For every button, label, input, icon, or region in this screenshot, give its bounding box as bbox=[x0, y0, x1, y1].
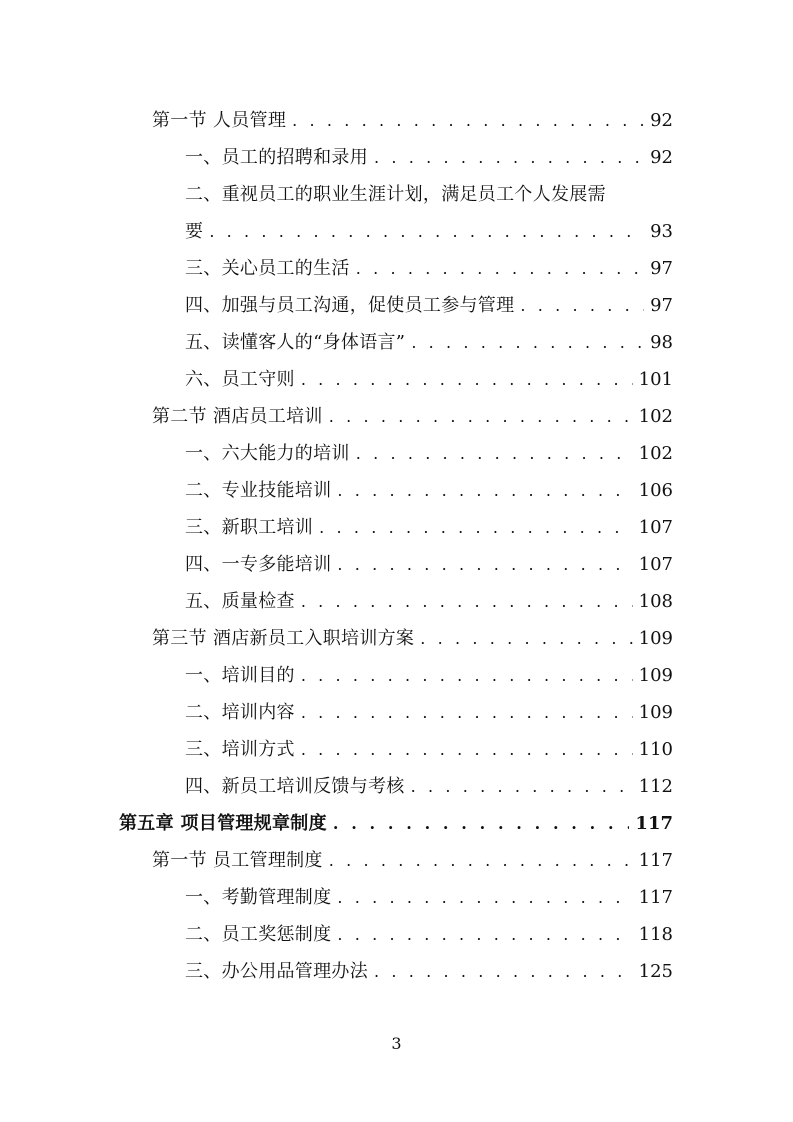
toc-entry-page: 102 bbox=[638, 406, 673, 427]
toc-entry-title: 要 bbox=[185, 221, 204, 242]
toc-entry-item[interactable] bbox=[185, 250, 673, 287]
toc-dot-leader bbox=[420, 620, 632, 657]
toc-entry-title: 三、培训方式 bbox=[185, 739, 295, 760]
toc-entry-section[interactable] bbox=[152, 620, 673, 657]
toc-entry-title: 三、关心员工的生活 bbox=[185, 258, 350, 279]
toc-dot-leader bbox=[301, 657, 633, 694]
toc-entry-title: 四、新员工培训反馈与考核 bbox=[185, 776, 405, 797]
toc-dot-leader bbox=[319, 509, 633, 546]
toc-entry-title: 五、质量检查 bbox=[185, 591, 295, 612]
toc-entry-item[interactable] bbox=[185, 287, 673, 324]
toc-entry-page: 92 bbox=[650, 110, 673, 131]
toc-entry-item[interactable] bbox=[185, 546, 673, 583]
toc-dot-leader bbox=[337, 472, 632, 509]
toc-entry-page: 117 bbox=[638, 850, 673, 871]
toc-dot-leader bbox=[337, 916, 632, 953]
toc-entry-item[interactable] bbox=[185, 583, 673, 620]
toc-entry-title: 第二节 酒店员工培训 bbox=[152, 406, 323, 427]
toc-entry-item[interactable] bbox=[185, 694, 673, 731]
toc-dot-leader bbox=[333, 805, 630, 842]
toc-entry-title: 四、一专多能培训 bbox=[185, 554, 332, 575]
toc-entry-page: 117 bbox=[638, 887, 673, 908]
toc-entry-title: 二、重视员工的职业生涯计划，满足员工个人发展需 bbox=[185, 184, 606, 205]
toc-dot-leader bbox=[337, 879, 632, 916]
toc-dot-leader bbox=[374, 139, 644, 176]
toc-entry-title: 一、培训目的 bbox=[185, 665, 295, 686]
toc-entry-title: 二、员工奖惩制度 bbox=[185, 924, 332, 945]
toc-entry-section[interactable] bbox=[152, 842, 673, 879]
toc-entry-page: 109 bbox=[638, 628, 673, 649]
toc-entry-page: 107 bbox=[638, 554, 673, 575]
toc-dot-leader bbox=[301, 731, 633, 768]
toc-entry-page: 110 bbox=[638, 739, 673, 760]
toc-entry-item[interactable] bbox=[185, 361, 673, 398]
toc-entry-chapter[interactable] bbox=[119, 805, 673, 842]
toc-entry-title: 一、考勤管理制度 bbox=[185, 887, 332, 908]
toc-entry-page: 117 bbox=[635, 813, 673, 834]
toc-entry-title: 第一节 人员管理 bbox=[152, 110, 287, 131]
toc-entry-title: 第五章 项目管理规章制度 bbox=[119, 813, 327, 834]
toc-entry-title: 二、专业技能培训 bbox=[185, 480, 332, 501]
toc-dot-leader bbox=[292, 102, 644, 139]
toc-entry-section[interactable] bbox=[152, 102, 673, 139]
toc-dot-leader bbox=[329, 842, 633, 879]
toc-entry-item[interactable] bbox=[185, 435, 673, 472]
toc-dot-leader bbox=[411, 768, 633, 805]
toc-dot-leader bbox=[337, 546, 632, 583]
toc-entry-item[interactable] bbox=[185, 657, 673, 694]
toc-entry-page: 102 bbox=[638, 443, 673, 464]
toc-dot-leader bbox=[374, 953, 633, 990]
toc-entry-item[interactable] bbox=[185, 509, 673, 546]
toc-entry-item[interactable] bbox=[185, 731, 673, 768]
toc-entry-page: 107 bbox=[638, 517, 673, 538]
page-number: 3 bbox=[391, 1034, 402, 1053]
toc-entry-item[interactable] bbox=[185, 916, 673, 953]
toc-dot-leader bbox=[411, 324, 644, 361]
toc-entry-page: 97 bbox=[650, 295, 673, 316]
toc-entry-item[interactable] bbox=[185, 324, 673, 361]
toc-entry-title: 第三节 酒店新员工入职培训方案 bbox=[152, 628, 415, 649]
toc-entry-item[interactable] bbox=[185, 953, 673, 990]
toc-dot-leader bbox=[520, 287, 644, 324]
toc-entry-title: 三、办公用品管理办法 bbox=[185, 961, 368, 982]
toc-dot-leader bbox=[209, 213, 644, 250]
toc-dot-leader bbox=[356, 250, 644, 287]
toc-entry-page: 118 bbox=[638, 924, 673, 945]
toc-entry-title: 一、六大能力的培训 bbox=[185, 443, 350, 464]
toc-entry-title: 六、员工守则 bbox=[185, 369, 295, 390]
toc-entry-item-continuation[interactable] bbox=[185, 213, 673, 250]
toc-entry-page: 92 bbox=[650, 147, 673, 168]
toc-entry-page: 97 bbox=[650, 258, 673, 279]
toc-entry-page: 98 bbox=[650, 332, 673, 353]
toc-entry-title: 三、新职工培训 bbox=[185, 517, 314, 538]
toc-entry-item[interactable] bbox=[185, 139, 673, 176]
toc-entry-item-first-line[interactable] bbox=[185, 176, 673, 213]
toc-entry-title: 二、培训内容 bbox=[185, 702, 295, 723]
toc-entry-item[interactable] bbox=[185, 768, 673, 805]
toc-dot-leader bbox=[301, 361, 633, 398]
toc-entry-page: 106 bbox=[638, 480, 673, 501]
toc-entry-page: 108 bbox=[638, 591, 673, 612]
toc-entry-title: 一、员工的招聘和录用 bbox=[185, 147, 368, 168]
toc-entry-page: 112 bbox=[638, 776, 673, 797]
toc-entry-title: 五、读懂客人的“身体语言” bbox=[185, 332, 406, 353]
toc-entry-item[interactable] bbox=[185, 472, 673, 509]
toc-entry-title: 第一节 员工管理制度 bbox=[152, 850, 323, 871]
toc-entry-page: 109 bbox=[638, 665, 673, 686]
toc-entry-page: 93 bbox=[650, 221, 673, 242]
toc-entry-section[interactable] bbox=[152, 398, 673, 435]
toc-dot-leader bbox=[356, 435, 633, 472]
toc-entry-page: 109 bbox=[638, 702, 673, 723]
toc-dot-leader bbox=[329, 398, 633, 435]
toc-entry-title: 四、加强与员工沟通，促使员工参与管理 bbox=[185, 295, 515, 316]
toc-entry-page: 125 bbox=[638, 961, 673, 982]
toc-entry-page: 101 bbox=[638, 369, 673, 390]
toc-dot-leader bbox=[301, 583, 633, 620]
toc-dot-leader bbox=[301, 694, 633, 731]
toc-entry-item[interactable] bbox=[185, 879, 673, 916]
